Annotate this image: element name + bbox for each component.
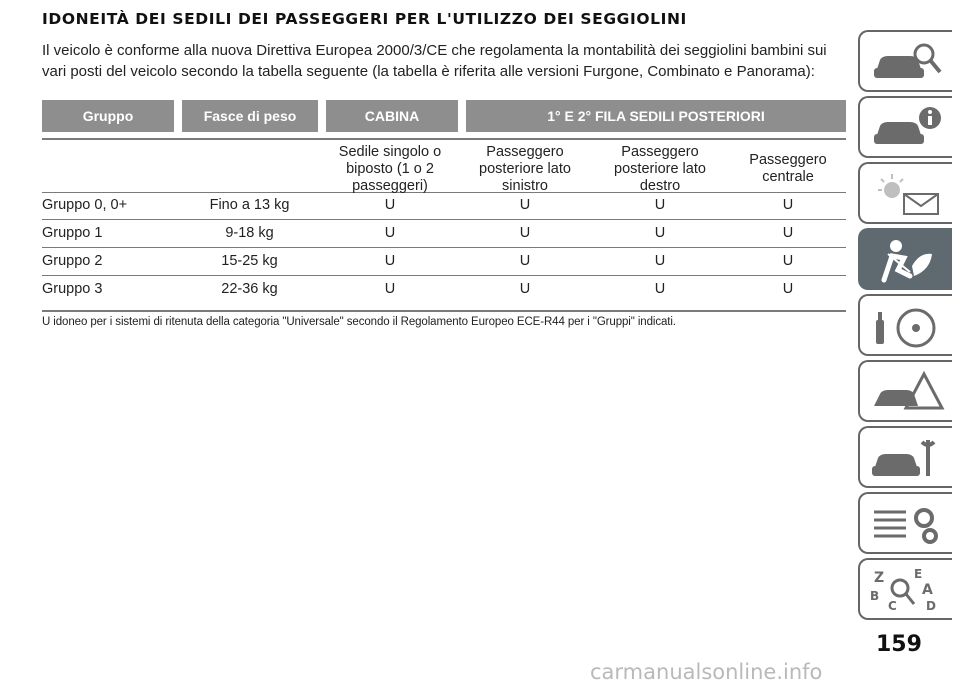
car-maintenance-icon bbox=[870, 434, 946, 482]
nav-tab-technical-data[interactable] bbox=[858, 492, 952, 554]
nav-tab-info[interactable] bbox=[858, 96, 952, 158]
svg-text:C: C bbox=[888, 599, 897, 613]
cell-group: Gruppo 2 bbox=[42, 253, 103, 269]
table-row bbox=[42, 220, 846, 248]
subheader-rear-left: Passeggero posteriore lato sinistro bbox=[479, 144, 571, 194]
nav-tab-dashboard[interactable] bbox=[858, 30, 952, 92]
nav-tab-warnings[interactable] bbox=[858, 162, 952, 224]
cell-weight: 9-18 kg bbox=[225, 225, 274, 241]
cell-rear-left: U bbox=[519, 281, 531, 297]
cell-cabin: U bbox=[384, 225, 396, 241]
table-subheader bbox=[42, 138, 846, 193]
watermark-text: carmanualsonline.info bbox=[590, 660, 823, 684]
page-title: IDONEITÀ DEI SEDILI DEI PASSEGGERI PER L'UTILIZZO DEI SEGGIOLINI bbox=[42, 10, 687, 28]
table-header bbox=[42, 100, 846, 132]
nav-tab-safety[interactable] bbox=[858, 228, 952, 290]
header-cabina: CABINA bbox=[326, 100, 458, 132]
cell-weight: 22-36 kg bbox=[221, 281, 278, 297]
warning-lights-icon bbox=[870, 170, 946, 218]
nav-tab-maintenance[interactable] bbox=[858, 426, 952, 488]
subheader-cabin-seat: Sedile singolo o biposto (1 o 2 passeggeri) bbox=[338, 144, 442, 194]
intro-paragraph: Il veicolo è conforme alla nuova Direttiva Europea 2000/3/CE che regolamenta la montabilità dei seggiolini bambini sui vari posti del veicolo secondo la tabella seguente (la tabella è riferita alle versioni Furgone, Combinato e Panorama): bbox=[42, 42, 827, 80]
cell-rear-center: U bbox=[782, 225, 794, 241]
cell-rear-left: U bbox=[519, 225, 531, 241]
cell-rear-center: U bbox=[782, 253, 794, 269]
table-footnote: U idoneo per i sistemi di ritenuta della categoria "Universale" secondo il Regolamento Europeo ECE-R44 per i "Gruppi" indicati. bbox=[42, 316, 676, 328]
cell-rear-right: U bbox=[654, 225, 666, 241]
svg-text:B: B bbox=[870, 589, 880, 603]
header-fasce-di-peso: Fasce di peso bbox=[182, 100, 318, 132]
cell-rear-center: U bbox=[782, 197, 794, 213]
cell-rear-left: U bbox=[519, 253, 531, 269]
cell-group: Gruppo 1 bbox=[42, 225, 103, 241]
svg-text:E: E bbox=[914, 567, 923, 581]
car-search-icon bbox=[870, 38, 946, 86]
table-row bbox=[42, 276, 846, 312]
cell-weight: Fino a 13 kg bbox=[209, 197, 290, 213]
car-emergency-icon bbox=[870, 368, 946, 416]
cell-rear-left: U bbox=[519, 197, 531, 213]
cell-rear-right: U bbox=[654, 197, 666, 213]
header-rear-seats: 1° E 2° FILA SEDILI POSTERIORI bbox=[466, 100, 846, 132]
cell-group: Gruppo 0, 0+ bbox=[42, 197, 128, 213]
index-icon bbox=[870, 566, 946, 614]
nav-tab-driving[interactable] bbox=[858, 294, 952, 356]
table-row bbox=[42, 248, 846, 276]
svg-text:Z: Z bbox=[874, 570, 885, 586]
cell-rear-right: U bbox=[654, 253, 666, 269]
cell-group: Gruppo 3 bbox=[42, 281, 103, 297]
cell-cabin: U bbox=[384, 253, 396, 269]
nav-tab-index[interactable] bbox=[858, 558, 952, 620]
header-gruppo: Gruppo bbox=[42, 100, 174, 132]
seat-suitability-table bbox=[42, 100, 846, 297]
cell-rear-right: U bbox=[654, 281, 666, 297]
page-number: 159 bbox=[876, 632, 922, 657]
technical-data-icon bbox=[870, 500, 946, 548]
nav-tab-emergency[interactable] bbox=[858, 360, 952, 422]
cell-cabin: U bbox=[384, 197, 396, 213]
table-row bbox=[42, 192, 846, 220]
cell-cabin: U bbox=[384, 281, 396, 297]
car-info-icon bbox=[870, 104, 946, 152]
seat-safety-icon bbox=[870, 236, 946, 284]
svg-text:D: D bbox=[926, 599, 936, 613]
cell-weight: 15-25 kg bbox=[221, 253, 278, 269]
cell-rear-center: U bbox=[782, 281, 794, 297]
steering-wheel-icon bbox=[870, 302, 946, 350]
subheader-rear-right: Passeggero posteriore lato destro bbox=[614, 144, 706, 194]
svg-text:A: A bbox=[922, 582, 933, 598]
subheader-rear-center: Passeggero centrale bbox=[749, 152, 827, 185]
